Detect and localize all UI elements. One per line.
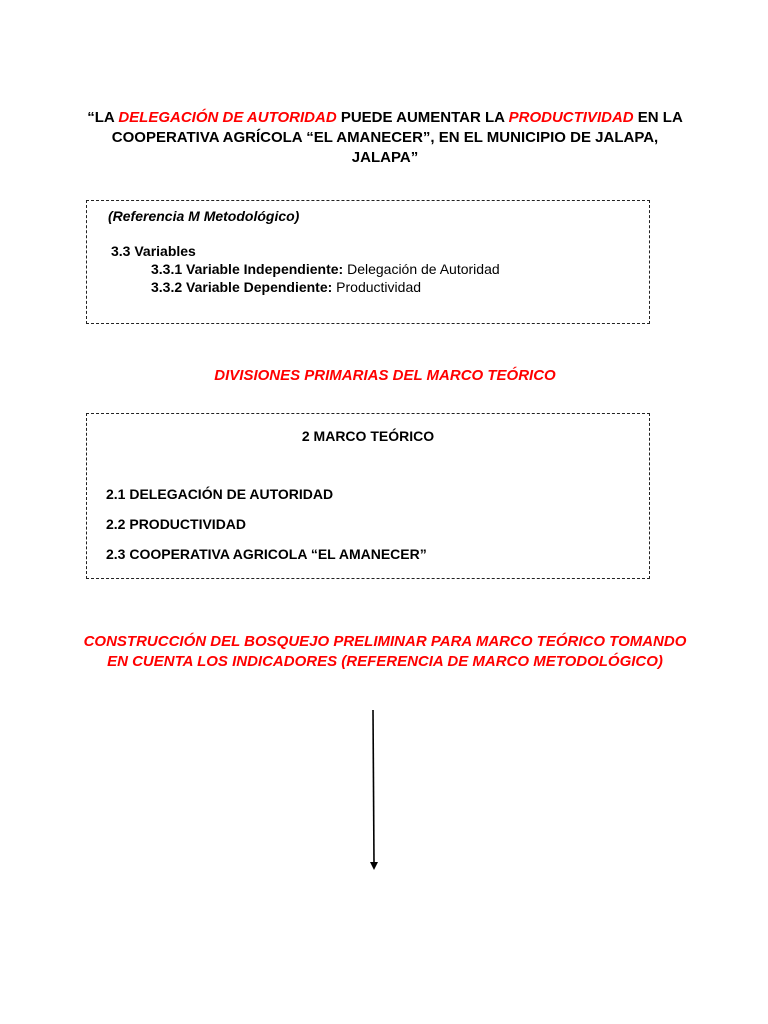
independent-variable-line — [151, 261, 500, 277]
title-part-3: EN LA COOPERATIVA AGRÍCOLA “EL AMANECER”, EN EL MUNICIPIO DE JALAPA, JALAPA” — [111, 109, 683, 166]
marco-item: 2.3 COOPERATIVA AGRICOLA “EL AMANECER” — [106, 546, 427, 562]
marco-teorico-title: 2 MARCO TEÓRICO — [301, 428, 435, 444]
down-arrow-icon — [364, 708, 384, 874]
methodology-reference-label: (Referencia M Metodológico) — [108, 208, 300, 224]
dependent-variable-line — [151, 279, 421, 295]
construction-heading: CONSTRUCCIÓN DEL BOSQUEJO PRELIMINAR PARA MARCO TEÓRICO TOMANDO EN CUENTA LOS INDICADORES (REFERENCIA DE MARCO METODOLÓGICO) — [83, 633, 687, 670]
title-part-2: PUEDE AUMENTAR LA — [336, 109, 509, 126]
independent-variable-label: 3.3.1 Variable Independiente: — [151, 261, 344, 277]
marco-item: 2.2 PRODUCTIVIDAD — [106, 516, 247, 532]
divisions-heading: DIVISIONES PRIMARIAS DEL MARCO TEÓRICO — [214, 367, 556, 384]
marco-item: 2.1 DELEGACIÓN DE AUTORIDAD — [106, 486, 334, 502]
title-highlight-productivity: PRODUCTIVIDAD — [508, 109, 634, 126]
document-title — [80, 108, 690, 168]
title-highlight-delegation: DELEGACIÓN DE AUTORIDAD — [118, 109, 337, 126]
dependent-variable-label: 3.3.2 Variable Dependiente: — [151, 279, 333, 295]
variables-section-heading: 3.3 Variables — [111, 243, 196, 259]
independent-variable-value: Delegación de Autoridad — [343, 261, 500, 277]
dependent-variable-value: Productividad — [332, 279, 422, 295]
title-part-1: “LA — [87, 109, 119, 126]
